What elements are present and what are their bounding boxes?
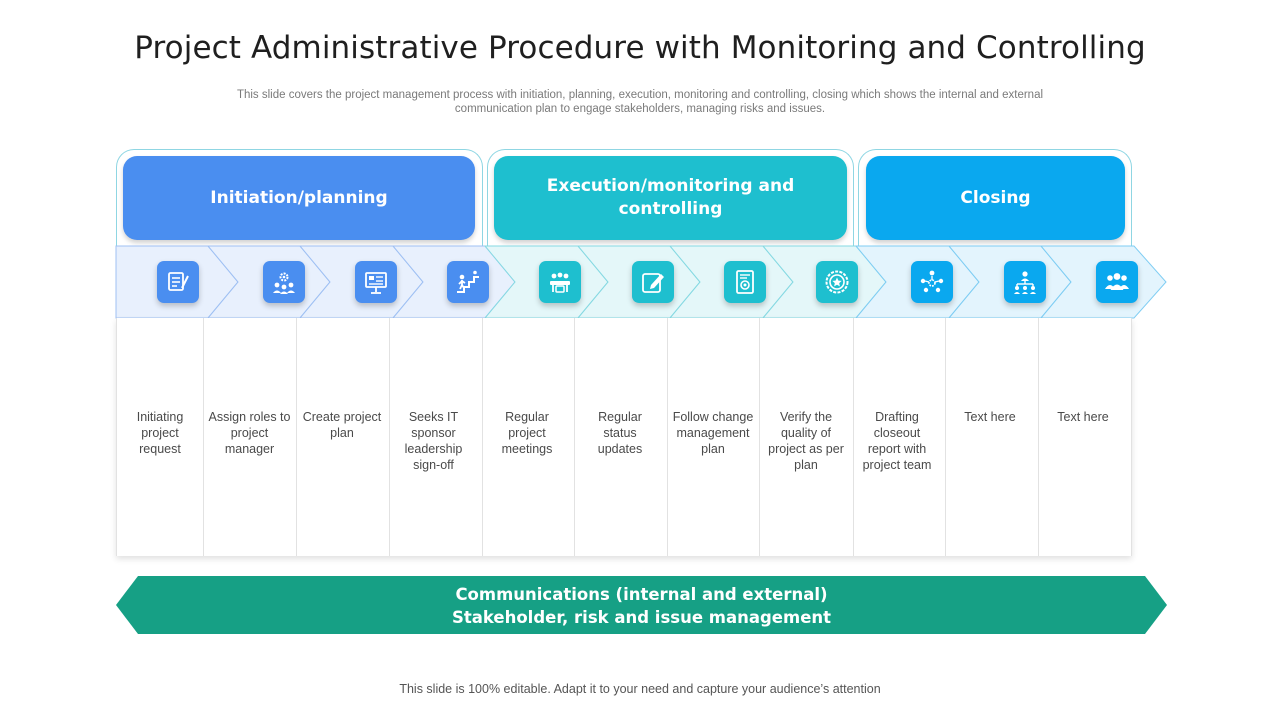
step-text: Drafting closeout report with project team bbox=[862, 410, 932, 472]
step-text: Seeks IT sponsor leadership sign-off bbox=[404, 410, 463, 472]
page-subtitle: This slide covers the project management process with initiation, planning, execution, monitoring and controlling, closing which shows the internal and external communication plan to engage stakeholders, managing risks and issues. bbox=[236, 89, 1044, 115]
page-title: Project Administrative Procedure with Monitoring and Controlling bbox=[134, 30, 1146, 66]
stairs-climb-icon bbox=[447, 261, 489, 303]
quality-seal-icon bbox=[816, 261, 858, 303]
phase-label: Closing bbox=[960, 187, 1031, 208]
org-chart-icon bbox=[1004, 261, 1046, 303]
network-team-icon bbox=[911, 261, 953, 303]
step-column bbox=[946, 318, 1039, 556]
step-text: Regular status updates bbox=[597, 410, 643, 456]
step-column bbox=[1039, 318, 1132, 556]
banner-line-1: Communications (internal and external) bbox=[455, 585, 828, 604]
banner-text bbox=[116, 583, 1167, 629]
step-text: Text here bbox=[964, 410, 1016, 424]
phase-label: Execution/monitoring and controlling bbox=[546, 176, 795, 219]
step-text: Regular project meetings bbox=[501, 410, 553, 456]
step-text: Follow change management plan bbox=[672, 410, 754, 456]
footer-note: This slide is 100% editable. Adapt it to your need and capture your audience’s attention bbox=[399, 682, 881, 696]
step-text: Assign roles to project manager bbox=[208, 410, 291, 456]
edit-note-icon bbox=[632, 261, 674, 303]
document-badge-icon bbox=[724, 261, 766, 303]
step-text: Text here bbox=[1057, 410, 1109, 424]
phase-label: Initiation/planning bbox=[210, 187, 388, 208]
step-text: Verify the quality of project as per plan bbox=[768, 410, 844, 472]
meeting-table-icon bbox=[539, 261, 581, 303]
group-people-icon bbox=[1096, 261, 1138, 303]
team-gear-icon bbox=[263, 261, 305, 303]
checklist-icon bbox=[157, 261, 199, 303]
step-text: Initiating project request bbox=[136, 410, 184, 456]
banner-line-2: Stakeholder, risk and issue management bbox=[451, 608, 832, 627]
presentation-board-icon bbox=[355, 261, 397, 303]
step-text: Create project plan bbox=[302, 410, 382, 440]
